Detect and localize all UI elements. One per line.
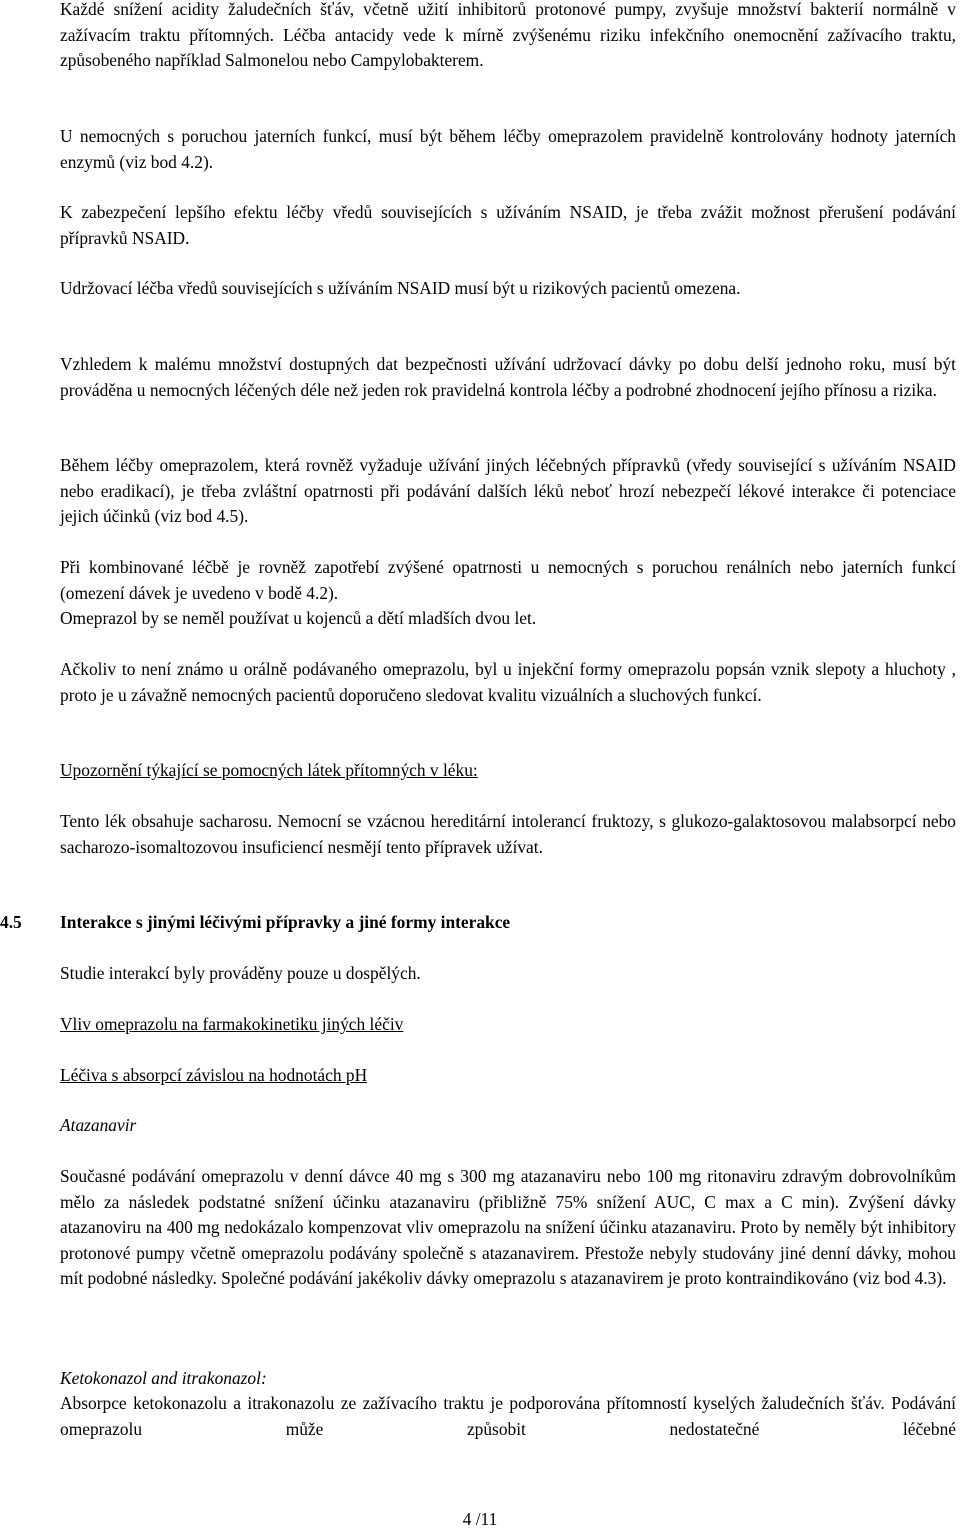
paragraph-liver-function: U nemocných s poruchou jaterních funkcí, musí být během léčby omeprazolem pravidelně kontrolovány hodnoty jaterních enzymů (viz bod 4.2). [60, 126, 956, 172]
paragraph-infants: Omeprazol by se neměl používat u kojenců a dětí mladších dvou let. [60, 608, 537, 628]
section-title: Interakce s jinými léčivými přípravky a jiné formy interakce [60, 912, 511, 932]
atazanavir-title: Atazanavir [60, 1115, 137, 1135]
paragraph-nsaid-efficacy: K zabezpečení lepšího efektu léčby vředů souvisejících s užíváním NSAID, je třeba zvážit možnost přerušení podávání přípravků NSAID. [60, 202, 956, 248]
subheading-pharmacokinetics: Vliv omeprazolu na farmakokinetiku jiných léčiv [60, 1014, 404, 1034]
subheading-ph-absorption: Léčiva s absorpcí závislou na hodnotách pH [60, 1065, 368, 1085]
paragraph-acidity: Každé snížení acidity žaludečních šťáv, včetně užití inhibitorů protonové pumpy, zvyšuje množství bakterií normálně v zažívacím traktu přítomných. Léčba antacidy vede k mírně zvýšenému riziku infekčního onemocnění zažívacího traktu, způsobeného například Salmonelou nebo Campylobakterem. [60, 0, 956, 71]
page-number: 4 /11 [462, 1509, 498, 1529]
atazanavir-paragraph: Současné podávání omeprazolu v denní dávce 40 mg s 300 mg atazanaviru nebo 100 mg ritonaviru zdravým dobrovolníkům mělo za následek podstatné snížení účinku atazanaviru (přibližně 75% snížení AUC, C max a C min). Zvýšení dávky atazanoviru na 400 mg nedokázalo kompenzovat vliv omeprazolu na snížení účinku atazanaviru. Proto by neměly být inhibitory protonové pumpy včetně omeprazolu podávány společně s atazanavirem. Přestože nebyly studovány jiné denní dávky, mohou mít podobné následky. Společné podávání jakékoliv dávky omeprazolu s atazanavirem je proto kontraindikováno (viz bod 4.3). [60, 1166, 956, 1289]
paragraph-long-term-safety: Vzhledem k malému množství dostupných dat bezpečnosti užívání udržovací dávky po dobu delší jednoho roku, musí být prováděna u nemocných léčených déle než jeden rok pravidelná kontrola léčby a podrobné zhodnocení jejího přínosu a rizika. [60, 354, 956, 400]
paragraph-combination-therapy: Při kombinované léčbě je rovněž zapotřebí zvýšené opatrnosti u nemocných s poruchou renálních nebo jaterních funkcí (omezení dávek je uvedeno v bodě 4.2). [60, 557, 956, 603]
paragraph-maintenance-nsaid: Udržovací léčba vředů souvisejících s užíváním NSAID musí být u rizikových pacientů omezena. [60, 278, 741, 298]
paragraph-drug-interactions-caution: Během léčby omeprazolem, která rovněž vyžaduje užívání jiných léčebných přípravků (vředy související s užíváním NSAID nebo eradikací), je třeba zvláštní opatrnosti při podávání dalších léků neboť hrozí nebezpečí lékové interakce či potenciace jejich účinků (viz bod 4.5). [60, 455, 956, 527]
ketokonazol-title: Ketokonazol and itrakonazol: [60, 1368, 267, 1388]
excipients-heading: Upozornění týkající se pomocných látek přítomných v léku: [60, 760, 478, 780]
section-number: 4.5 [0, 912, 22, 932]
excipients-paragraph: Tento lék obsahuje sacharosu. Nemocní se vzácnou hereditární intolerancí fruktozy, s glukozo-galaktosovou malabsorpcí nebo sacharozo-isomaltozovou insuficiencí nesmějí tento přípravek užívat. [60, 811, 956, 857]
studies-note: Studie interakcí byly prováděny pouze u dospělých. [60, 963, 421, 983]
paragraph-blindness-deafness: Ačkoliv to není známo u orálně podávaného omeprazolu, byl u injekční formy omeprazolu popsán vznik slepoty a hluchoty , proto je u závažně nemocných pacientů doporučeno sledovat kvalitu vizuálních a sluchových funkcí. [60, 659, 956, 705]
ketokonazol-paragraph: Absorpce ketokonazolu a itrakonazolu ze zažívacího traktu je podporována přítomností kyselých žaludečních šťáv. Podávání omeprazolu může způsobit nedostatečné léčebné [60, 1393, 956, 1439]
